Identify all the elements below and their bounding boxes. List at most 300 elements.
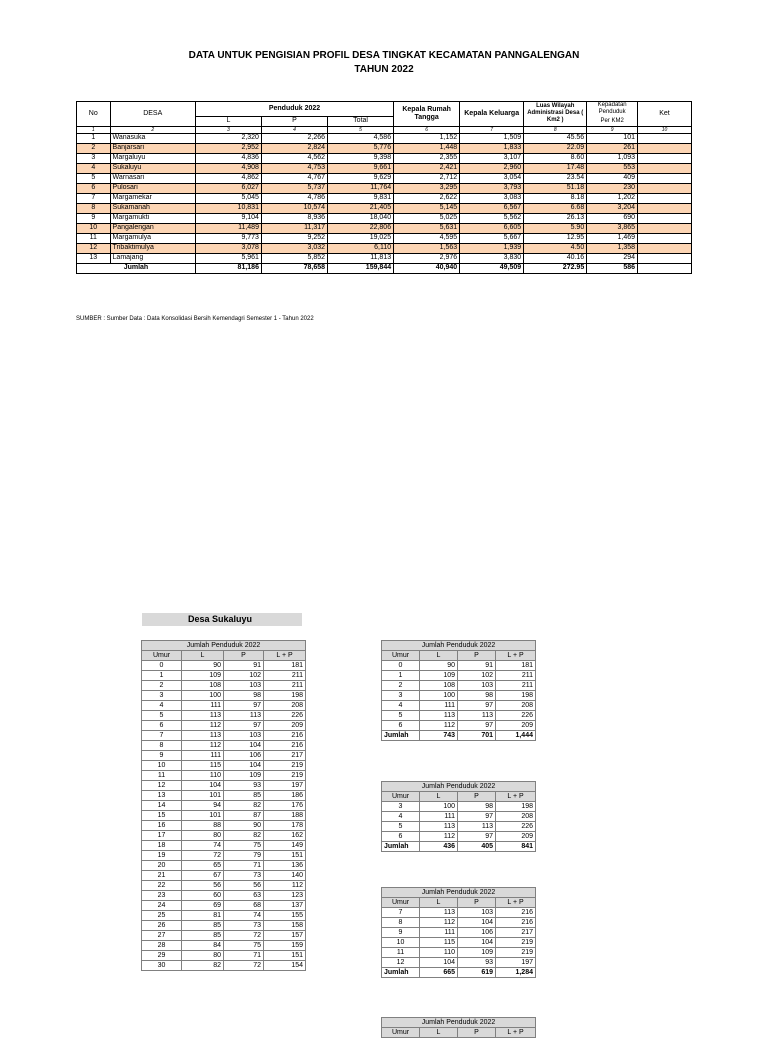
age-l: 115 — [182, 761, 224, 771]
cell-desa: Warnasari — [110, 173, 195, 183]
group-row — [382, 812, 536, 822]
cell-luas: 26.13 — [524, 213, 587, 223]
age-l: 109 — [182, 671, 224, 681]
age-p: 82 — [224, 831, 264, 841]
cell-luas: 22.09 — [524, 143, 587, 153]
age-lp: 123 — [264, 891, 306, 901]
cell-desa: Margamukti — [110, 213, 195, 223]
age-row — [142, 691, 306, 701]
age-row — [142, 861, 306, 871]
group-umur: 11 — [382, 948, 420, 958]
group-total-p: 701 — [458, 731, 496, 741]
cell-total: 22,806 — [328, 223, 394, 233]
age-p: 74 — [224, 911, 264, 921]
age-lp: 211 — [264, 681, 306, 691]
cell-desa: Margamulya — [110, 233, 195, 243]
cell-luas: 40.16 — [524, 253, 587, 263]
cell-luas: 8.60 — [524, 153, 587, 163]
age-row — [142, 961, 306, 971]
group-umur: 3 — [382, 802, 420, 812]
age-l: 80 — [182, 831, 224, 841]
age-row — [142, 781, 306, 791]
age-lp: 151 — [264, 851, 306, 861]
group-umur: 5 — [382, 822, 420, 832]
cell-l: 6,027 — [195, 183, 261, 193]
age-l: 81 — [182, 911, 224, 921]
group-umur: 6 — [382, 721, 420, 731]
cell-krt: 2,976 — [394, 253, 460, 263]
cell-krt: 5,025 — [394, 213, 460, 223]
group-row — [382, 701, 536, 711]
cell-total: 9,831 — [328, 193, 394, 203]
group-l: 112 — [420, 918, 458, 928]
cell-no: 8 — [77, 203, 111, 213]
age-col-p: P — [224, 651, 264, 661]
age-l: 82 — [182, 961, 224, 971]
age-p: 82 — [224, 801, 264, 811]
group-row — [382, 661, 536, 671]
group-p: 113 — [458, 822, 496, 832]
header-krt: Kepala Rumah Tangga — [394, 102, 460, 127]
cell-krt: 2,712 — [394, 173, 460, 183]
group-p: 97 — [458, 701, 496, 711]
cell-p: 9,252 — [261, 233, 327, 243]
cell-ket — [638, 163, 692, 173]
age-row — [142, 831, 306, 841]
group-p: 104 — [458, 938, 496, 948]
cell-kepadatan: 230 — [587, 183, 638, 193]
cell-total: 9,661 — [328, 163, 394, 173]
age-lp: 136 — [264, 861, 306, 871]
age-umur: 9 — [142, 751, 182, 761]
age-p: 102 — [224, 671, 264, 681]
cell-no: 6 — [77, 183, 111, 193]
age-umur: 15 — [142, 811, 182, 821]
age-row — [142, 661, 306, 671]
group-row — [382, 938, 536, 948]
age-lp: 158 — [264, 921, 306, 931]
cell-ket — [638, 213, 692, 223]
group-col-umur: Umur — [382, 651, 420, 661]
group-lp: 197 — [496, 958, 536, 968]
age-row — [142, 801, 306, 811]
age-lp: 112 — [264, 881, 306, 891]
cell-ket — [638, 253, 692, 263]
cell-kepadatan: 294 — [587, 253, 638, 263]
age-col-lp: L + P — [264, 651, 306, 661]
cell-total: 18,040 — [328, 213, 394, 223]
group-total-lp: 1,284 — [496, 968, 536, 978]
age-lp: 157 — [264, 931, 306, 941]
cell-ket — [638, 203, 692, 213]
age-umur: 22 — [142, 881, 182, 891]
group-lp: 211 — [496, 681, 536, 691]
cell-kk: 1,833 — [460, 143, 524, 153]
document-year: TAHUN 2022 — [354, 64, 414, 75]
cell-l: 11,489 — [195, 223, 261, 233]
cell-no: 2 — [77, 143, 111, 153]
group-l: 104 — [420, 958, 458, 968]
age-umur: 27 — [142, 931, 182, 941]
age-umur: 3 — [142, 691, 182, 701]
age-row — [142, 741, 306, 751]
group-total-row — [382, 731, 536, 741]
age-lp: 176 — [264, 801, 306, 811]
cell-ket — [638, 193, 692, 203]
header-penduduk: Penduduk 2022 — [195, 102, 393, 117]
cell-desa: Pangalengan — [110, 223, 195, 233]
age-p: 87 — [224, 811, 264, 821]
group-p: 93 — [458, 958, 496, 968]
age-row — [142, 931, 306, 941]
group-col-umur: Umur — [382, 792, 420, 802]
cell-kk: 5,562 — [460, 213, 524, 223]
age-umur: 8 — [142, 741, 182, 751]
age-l: 94 — [182, 801, 224, 811]
cell-l: 3,078 — [195, 243, 261, 253]
group-row — [382, 928, 536, 938]
group-header-row — [382, 792, 536, 802]
group-l: 109 — [420, 671, 458, 681]
cell-luas: 6.68 — [524, 203, 587, 213]
age-group-table-2 — [381, 781, 536, 852]
cell-no: 11 — [77, 233, 111, 243]
group-caption: Jumlah Penduduk 2022 — [382, 782, 536, 792]
document-title: DATA UNTUK PENGISIAN PROFIL DESA TINGKAT KECAMATAN PANNGALENGAN — [188, 50, 580, 61]
age-umur: 20 — [142, 861, 182, 871]
header-luas: Luas Wilayah Administrasi Desa ( Km2 ) — [524, 102, 587, 127]
cell-p: 4,767 — [261, 173, 327, 183]
cell-krt: 2,355 — [394, 153, 460, 163]
group-p: 106 — [458, 928, 496, 938]
age-umur: 25 — [142, 911, 182, 921]
cell-ket — [638, 133, 692, 143]
cell-krt: 2,421 — [394, 163, 460, 173]
age-umur: 23 — [142, 891, 182, 901]
age-row — [142, 751, 306, 761]
cell-ket — [638, 223, 692, 233]
age-row — [142, 911, 306, 921]
header-per-km2: Per KM2 — [587, 116, 638, 126]
age-lp: 181 — [264, 661, 306, 671]
group-caption: Jumlah Penduduk 2022 — [382, 1018, 536, 1028]
group-row — [382, 671, 536, 681]
group-l: 111 — [420, 812, 458, 822]
age-lp: 216 — [264, 741, 306, 751]
group-col-l: L — [420, 898, 458, 908]
cell-krt: 5,145 — [394, 203, 460, 213]
group-total-label: Jumlah — [382, 842, 420, 852]
cell-kepadatan: 3,204 — [587, 203, 638, 213]
group-total-row — [382, 842, 536, 852]
age-row — [142, 891, 306, 901]
age-p: 104 — [224, 761, 264, 771]
age-umur: 4 — [142, 701, 182, 711]
total-ket — [638, 263, 692, 273]
cell-total: 4,586 — [328, 133, 394, 143]
age-lp: 155 — [264, 911, 306, 921]
cell-no: 7 — [77, 193, 111, 203]
age-l: 108 — [182, 681, 224, 691]
age-l: 111 — [182, 751, 224, 761]
age-lp: 149 — [264, 841, 306, 851]
age-p: 113 — [224, 711, 264, 721]
age-umur: 28 — [142, 941, 182, 951]
group-p: 113 — [458, 711, 496, 721]
cell-kk: 1,939 — [460, 243, 524, 253]
age-l: 104 — [182, 781, 224, 791]
age-l: 110 — [182, 771, 224, 781]
cell-p: 5,852 — [261, 253, 327, 263]
cell-luas: 17.48 — [524, 163, 587, 173]
cell-luas: 23.54 — [524, 173, 587, 183]
group-umur: 1 — [382, 671, 420, 681]
village-title: Desa Sukaluyu — [142, 613, 302, 626]
cell-krt: 3,295 — [394, 183, 460, 193]
group-total-label: Jumlah — [382, 968, 420, 978]
group-p: 103 — [458, 681, 496, 691]
cell-desa: Tribaktimulya — [110, 243, 195, 253]
cell-luas: 45.56 — [524, 133, 587, 143]
age-row — [142, 711, 306, 721]
age-lp: 140 — [264, 871, 306, 881]
group-row — [382, 918, 536, 928]
cell-kk: 1,509 — [460, 133, 524, 143]
group-umur: 6 — [382, 832, 420, 842]
cell-p: 4,562 — [261, 153, 327, 163]
group-header-row — [382, 1028, 536, 1038]
total-total: 159,844 — [328, 263, 394, 273]
age-umur: 30 — [142, 961, 182, 971]
age-row — [142, 721, 306, 731]
age-umur: 21 — [142, 871, 182, 881]
cell-no: 9 — [77, 213, 111, 223]
total-kk: 49,509 — [460, 263, 524, 273]
age-lp: 211 — [264, 671, 306, 681]
group-caption-row — [382, 782, 536, 792]
age-p: 56 — [224, 881, 264, 891]
group-col-lp: L + P — [496, 792, 536, 802]
age-row — [142, 881, 306, 891]
group-col-p: P — [458, 792, 496, 802]
cell-desa: Sukaluyu — [110, 163, 195, 173]
cell-p: 2,266 — [261, 133, 327, 143]
group-lp: 209 — [496, 832, 536, 842]
group-total-label: Jumlah — [382, 731, 420, 741]
age-umur: 10 — [142, 761, 182, 771]
age-lp: 219 — [264, 761, 306, 771]
village-profile-table — [76, 101, 692, 274]
age-umur: 19 — [142, 851, 182, 861]
group-row — [382, 948, 536, 958]
age-l: 113 — [182, 711, 224, 721]
age-lp: 197 — [264, 781, 306, 791]
total-p: 78,658 — [261, 263, 327, 273]
age-row — [142, 851, 306, 861]
age-p: 72 — [224, 931, 264, 941]
cell-p: 3,032 — [261, 243, 327, 253]
group-row — [382, 681, 536, 691]
age-row — [142, 681, 306, 691]
age-lp: 162 — [264, 831, 306, 841]
cell-krt: 1,563 — [394, 243, 460, 253]
village-row — [77, 223, 692, 233]
age-l: 72 — [182, 851, 224, 861]
age-l: 80 — [182, 951, 224, 961]
age-row — [142, 941, 306, 951]
village-row — [77, 143, 692, 153]
age-group-table-4 — [381, 1017, 536, 1038]
group-p: 103 — [458, 908, 496, 918]
age-l: 100 — [182, 691, 224, 701]
age-p: 97 — [224, 701, 264, 711]
group-l: 112 — [420, 832, 458, 842]
group-total-lp: 1,444 — [496, 731, 536, 741]
cell-luas: 51.18 — [524, 183, 587, 193]
cell-kk: 3,793 — [460, 183, 524, 193]
age-l: 101 — [182, 791, 224, 801]
age-p: 71 — [224, 861, 264, 871]
group-lp: 219 — [496, 938, 536, 948]
cell-kepadatan: 1,202 — [587, 193, 638, 203]
cell-no: 12 — [77, 243, 111, 253]
group-row — [382, 822, 536, 832]
cell-total: 11,813 — [328, 253, 394, 263]
cell-desa: Margamekar — [110, 193, 195, 203]
cell-l: 9,773 — [195, 233, 261, 243]
cell-ket — [638, 153, 692, 163]
cell-ket — [638, 233, 692, 243]
group-umur: 4 — [382, 701, 420, 711]
village-row — [77, 183, 692, 193]
cell-total: 9,629 — [328, 173, 394, 183]
cell-kk: 6,605 — [460, 223, 524, 233]
age-p: 68 — [224, 901, 264, 911]
group-col-p: P — [458, 898, 496, 908]
group-umur: 10 — [382, 938, 420, 948]
age-umur: 1 — [142, 671, 182, 681]
village-row — [77, 173, 692, 183]
header-kepadatan: Kepadatan Penduduk — [587, 102, 638, 117]
cell-kk: 3,830 — [460, 253, 524, 263]
cell-ket — [638, 173, 692, 183]
header-ket: Ket — [638, 102, 692, 127]
group-total-row — [382, 968, 536, 978]
age-row — [142, 701, 306, 711]
age-row — [142, 671, 306, 681]
group-l: 100 — [420, 691, 458, 701]
age-umur: 29 — [142, 951, 182, 961]
village-row — [77, 213, 692, 223]
total-luas: 272.95 — [524, 263, 587, 273]
age-row — [142, 761, 306, 771]
header-total: Total — [328, 116, 394, 126]
age-row — [142, 871, 306, 881]
group-umur: 8 — [382, 918, 420, 928]
column-index-cell: 1 — [77, 126, 111, 133]
cell-l: 5,045 — [195, 193, 261, 203]
cell-kk: 5,667 — [460, 233, 524, 243]
cell-krt: 4,595 — [394, 233, 460, 243]
group-lp: 211 — [496, 671, 536, 681]
age-group-table-1 — [381, 640, 536, 741]
age-umur: 18 — [142, 841, 182, 851]
group-l: 108 — [420, 681, 458, 691]
age-col-umur: Umur — [142, 651, 182, 661]
age-row — [142, 731, 306, 741]
age-umur: 13 — [142, 791, 182, 801]
cell-total: 11,764 — [328, 183, 394, 193]
group-col-p: P — [458, 1028, 496, 1038]
cell-p: 11,317 — [261, 223, 327, 233]
age-row — [142, 771, 306, 781]
age-l: 67 — [182, 871, 224, 881]
cell-kepadatan: 409 — [587, 173, 638, 183]
group-lp: 181 — [496, 661, 536, 671]
age-umur: 5 — [142, 711, 182, 721]
column-index-cell: 3 — [195, 126, 261, 133]
village-row — [77, 153, 692, 163]
group-l: 111 — [420, 701, 458, 711]
age-p: 73 — [224, 921, 264, 931]
group-total-l: 436 — [420, 842, 458, 852]
cell-kepadatan: 1,469 — [587, 233, 638, 243]
group-umur: 12 — [382, 958, 420, 968]
age-row — [142, 951, 306, 961]
source-note: SUMBER : Sumber Data : Data Konsolidasi Bersih Kemendagri Semester 1 - Tahun 2022 — [76, 316, 314, 322]
age-l: 65 — [182, 861, 224, 871]
cell-kk: 3,107 — [460, 153, 524, 163]
cell-l: 9,104 — [195, 213, 261, 223]
cell-kk: 2,960 — [460, 163, 524, 173]
age-umur: 2 — [142, 681, 182, 691]
group-p: 97 — [458, 812, 496, 822]
cell-desa: Lamajang — [110, 253, 195, 263]
village-row — [77, 133, 692, 143]
cell-desa: Banjarsari — [110, 143, 195, 153]
group-l: 110 — [420, 948, 458, 958]
group-row — [382, 802, 536, 812]
group-p: 98 — [458, 691, 496, 701]
cell-kepadatan: 3,865 — [587, 223, 638, 233]
cell-kk: 3,054 — [460, 173, 524, 183]
cell-no: 3 — [77, 153, 111, 163]
village-row — [77, 163, 692, 173]
age-p: 106 — [224, 751, 264, 761]
age-l: 56 — [182, 881, 224, 891]
group-row — [382, 908, 536, 918]
age-l: 85 — [182, 921, 224, 931]
cell-p: 10,574 — [261, 203, 327, 213]
cell-kepadatan: 1,358 — [587, 243, 638, 253]
group-col-lp: L + P — [496, 651, 536, 661]
age-p: 72 — [224, 961, 264, 971]
cell-desa: Sukamanah — [110, 203, 195, 213]
age-lp: 217 — [264, 751, 306, 761]
age-p: 73 — [224, 871, 264, 881]
village-row — [77, 253, 692, 263]
cell-kepadatan: 1,093 — [587, 153, 638, 163]
age-p: 97 — [224, 721, 264, 731]
cell-no: 1 — [77, 133, 111, 143]
age-umur: 26 — [142, 921, 182, 931]
age-umur: 16 — [142, 821, 182, 831]
group-col-l: L — [420, 651, 458, 661]
cell-krt: 1,448 — [394, 143, 460, 153]
column-index-cell: 10 — [638, 126, 692, 133]
age-lp: 226 — [264, 711, 306, 721]
age-lp: 198 — [264, 691, 306, 701]
